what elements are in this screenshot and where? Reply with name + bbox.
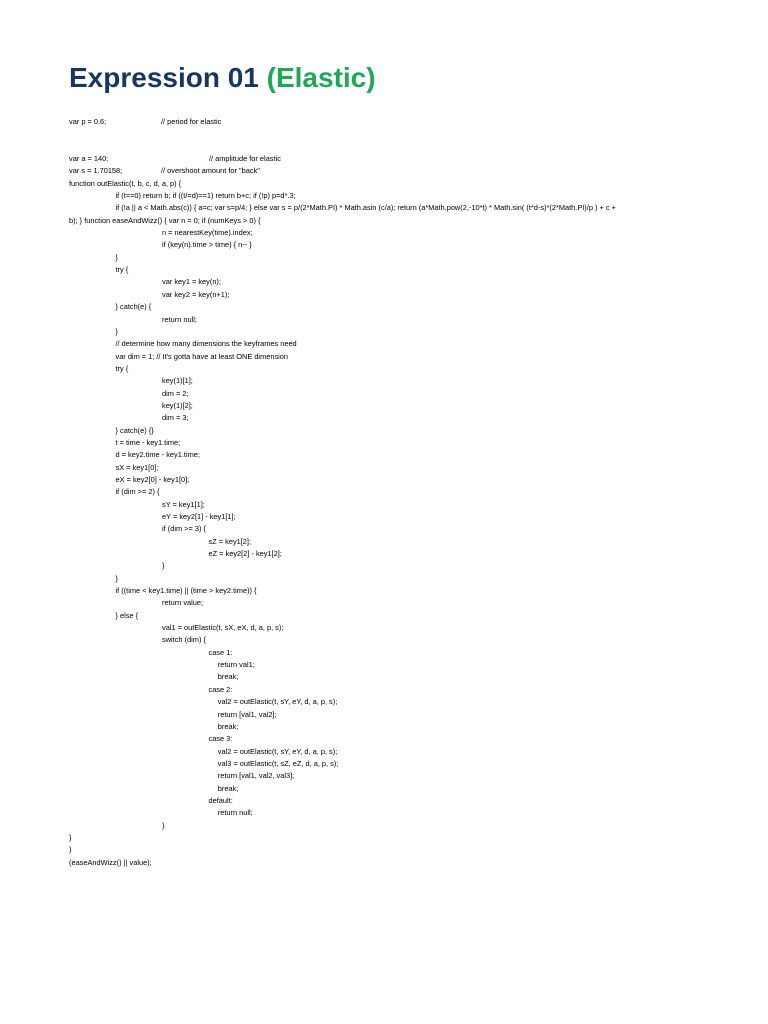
code-line [69, 622, 709, 634]
code-text: var a = 140; [69, 154, 109, 164]
code-line-continuation [69, 215, 709, 227]
code-text: var s = 1.70158; [69, 166, 123, 176]
code-text: try { [115, 265, 129, 275]
code-text: val1 = outElastic(t, sX, eX, d, a, p, s); [162, 623, 284, 633]
code-line [69, 301, 709, 313]
blank-line [69, 141, 709, 153]
code-line [69, 227, 709, 239]
code-text: return value; [162, 598, 204, 608]
code-text: } [162, 561, 165, 571]
code-text: default: [208, 795, 233, 805]
code-line [69, 449, 709, 461]
code-text: } [69, 832, 72, 842]
code-line [69, 326, 709, 338]
code-text: } [162, 820, 165, 830]
code-line [69, 671, 709, 683]
code-text: n = nearestKey(time).index; [162, 228, 253, 238]
code-line [69, 709, 709, 721]
code-line [69, 375, 709, 387]
code-text: break; [217, 721, 239, 731]
code-line [69, 338, 709, 350]
code-text: dim = 2; [162, 388, 189, 398]
code-text: return [val1, val2, val3]; [217, 771, 295, 781]
code-text: if (dim >= 3) { [162, 524, 206, 534]
code-line [69, 153, 709, 165]
code-text: } catch(e) {} [115, 425, 154, 435]
code-text: sY = key1[1]; [162, 499, 205, 509]
code-line [69, 807, 709, 819]
code-text: case 1: [208, 647, 233, 657]
code-line [69, 758, 709, 770]
code-text: // determine how many dimensions the keyframes need [115, 339, 297, 349]
code-line [69, 437, 709, 449]
code-text: val2 = outElastic(t, sY, eY, d, a, p, s); [217, 697, 338, 707]
code-line [69, 412, 709, 424]
code-line [69, 585, 709, 597]
code-line [69, 165, 709, 177]
code-line [69, 190, 709, 202]
code-line [69, 499, 709, 511]
code-comment: // amplitude for elastic [209, 154, 281, 164]
code-line [69, 634, 709, 646]
code-line [69, 314, 709, 326]
code-text: switch (dim) { [162, 635, 206, 645]
code-text: break; [217, 672, 239, 682]
code-text: val2 = outElastic(t, sY, eY, d, a, p, s); [217, 746, 338, 756]
code-text: } [115, 573, 118, 583]
code-text: key(1)[2]; [162, 400, 193, 410]
code-line [69, 610, 709, 622]
code-line [69, 264, 709, 276]
code-text: t = time - key1.time; [115, 437, 181, 447]
code-line [69, 548, 709, 560]
code-text: val3 = outElastic(t, sZ, eZ, d, a, p, s); [217, 758, 339, 768]
code-line [69, 202, 709, 214]
code-text: sX = key1[0]; [115, 462, 159, 472]
code-text: } catch(e) { [115, 302, 152, 312]
code-line [69, 289, 709, 301]
code-text: return [val1, val2]; [217, 709, 277, 719]
code-line [69, 684, 709, 696]
code-line [69, 560, 709, 572]
code-text: if (!a || a < Math.abs(c)) { a=c; var s=p/4; } else var s = p/(2*Math.PI) * Math.asin (c/a); return (a*Math.pow(2,-10*t) * Math.sin( (t*d-s)*(2*Math.PI)/p ) + c + [115, 203, 616, 213]
code-text: eX = key2[0] - key1[0]; [115, 474, 190, 484]
code-text: eY = key2[1] - key1[1]; [162, 512, 236, 521]
code-line [69, 178, 709, 190]
code-text: case 3: [208, 734, 233, 744]
code-text: } [115, 252, 118, 262]
code-text: d = key2.time - key1.time; [115, 450, 200, 460]
code-line [69, 696, 709, 708]
code-line [69, 597, 709, 609]
page-title [69, 60, 376, 96]
code-line [69, 844, 709, 856]
code-text: try { [115, 363, 129, 373]
code-line [69, 783, 709, 795]
code-text: var p = 0.6; [69, 117, 107, 126]
code-text: return val1; [217, 660, 255, 670]
code-line [69, 425, 709, 437]
code-line [69, 647, 709, 659]
code-line [69, 746, 709, 758]
code-line [69, 462, 709, 474]
code-line [69, 573, 709, 585]
blank-line [69, 128, 709, 140]
code-line [69, 252, 709, 264]
code-text: return null; [217, 808, 253, 818]
code-listing [69, 116, 709, 869]
code-line [69, 351, 709, 363]
code-line [69, 363, 709, 375]
code-line [69, 486, 709, 498]
code-text: b); } function easeAndWizz() { var n = 0; if (numKeys > 0) { [69, 215, 261, 225]
code-line [69, 116, 709, 128]
code-line [69, 733, 709, 745]
code-text: (easeAndWizz() || value); [69, 857, 152, 867]
code-text: case 2: [208, 684, 233, 694]
code-line [69, 820, 709, 832]
code-line [69, 523, 709, 535]
code-line [69, 474, 709, 486]
code-text: key(1)[1]; [162, 376, 193, 386]
code-line [69, 832, 709, 844]
code-text: break; [217, 783, 239, 793]
code-line [69, 400, 709, 412]
title-qualifier: (Elastic) [266, 62, 376, 93]
code-text: } [69, 845, 72, 855]
code-line [69, 239, 709, 251]
code-comment: // overshoot amount for "back" [161, 166, 260, 176]
code-text: } else { [115, 610, 139, 620]
code-text: if (t==0) return b; if ((t/=d)==1) return b+c; if (!p) p=d*.3; [115, 191, 296, 201]
code-text: function outElastic(t, b, c, d, a, p) { [69, 178, 182, 188]
code-line [69, 770, 709, 782]
code-line [69, 659, 709, 671]
code-line [69, 857, 709, 869]
code-text: var key2 = key(n+1); [162, 289, 230, 299]
code-line [69, 721, 709, 733]
code-line [69, 388, 709, 400]
code-text: var key1 = key(n); [162, 277, 221, 287]
code-line [69, 536, 709, 548]
code-text: sZ = key1[2]; [208, 536, 252, 546]
code-comment: // period for elastic [161, 117, 222, 126]
code-text: var dim = 1; // It's gotta have at least ONE dimension [115, 351, 289, 361]
code-line [69, 511, 709, 523]
code-text: return null; [162, 314, 197, 324]
code-text: if (dim >= 2) { [115, 487, 160, 497]
code-line [69, 795, 709, 807]
code-text: if ((time < key1.time) || (time > key2.time)) { [115, 586, 257, 596]
code-text: dim = 3; [162, 413, 189, 423]
title-main: Expression 01 [69, 62, 259, 93]
code-text: } [115, 326, 118, 336]
code-line [69, 276, 709, 288]
code-text: if (key(n).time > time) { n-- } [162, 240, 252, 250]
code-text: eZ = key2[2] - key1[2]; [208, 549, 282, 559]
